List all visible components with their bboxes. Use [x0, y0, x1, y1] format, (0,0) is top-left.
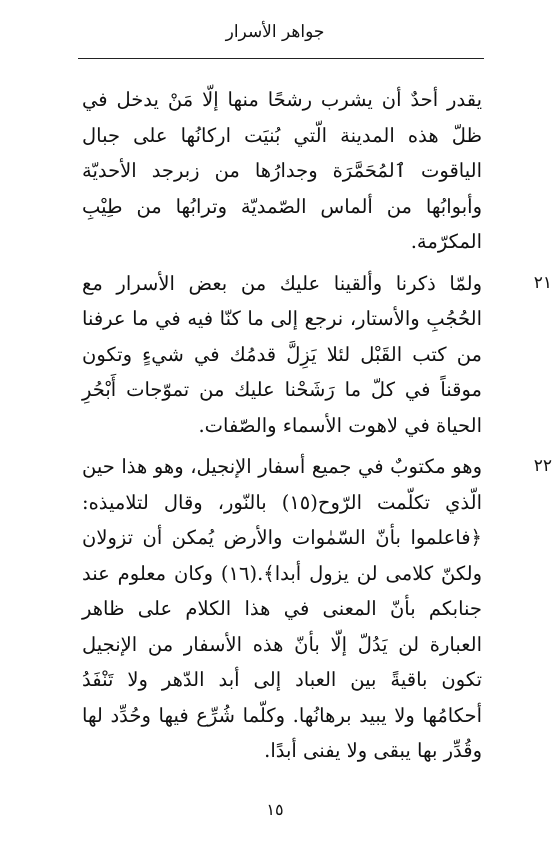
paragraph-number: ٢١ — [533, 272, 552, 293]
paragraph-21 — [82, 266, 552, 444]
running-header: جواهر الأسرار — [225, 22, 325, 42]
page-number: ١٥ — [266, 800, 284, 819]
paragraph-number: ٢٢ — [533, 456, 552, 476]
paragraph-text: ولمّا ذكرنا وألقينا عليك من بعض الأسرار مع الحُجُبِ والأستار، نرجع إلى ما كنّا فيه في ما عرفنا من كتب القَبْل لئلا يَزِلَّ قدمُك في شيءٍ وتكون موقناً في كلّ ما رَشَحْنا عليك من تموّجات أَبْحُرِ الحياة في لاهوت الأسماء والصّفات. — [82, 271, 482, 437]
paragraph-text: وهو مكتوبٌ في جميع أسفار الإنجيل، وهو هذا حين الّذي تكلّمت الرّوح(١٥) بالنّور، وقال لتلاميذه: ﴿فاعلموا بأنّ السّمٰوات والأرض يُمكن أن تزولان ولكنّ كلامى لن يزول أبدا﴾.(١٦) وكان معلوم عند جنابكم بأنّ المعنى في هذا الكلام على ظاهر العبارة لن يَدُلّ إلّا بأنّ هذه الأسفار من الإنجيل تكون باقيةً بين العباد إلى أبد الدّهر ولا تَنْفَدُ أحكامُها ولا يبيد برهانُها. وكلّما شُرِّع فيها وحُدِّد لها وقُدِّر بها يبقى ولا يفنى أبدًا. — [82, 455, 483, 762]
paragraph-continued — [82, 82, 482, 260]
header-divider — [78, 58, 484, 59]
paragraph-22 — [82, 449, 552, 769]
paragraph-text: يقدر أحدٌ أن يشرب رشحًا منها إلّا مَنْ يدخل في ظلّ هذه المدينة الّتي بُنيَت اركانُها على جبال الياقوت ٱلمُحَمَّرَة وجدارُها من زبرجد الأحديّة وأبوابُها من ألماس الصّمديّة وترابُها من طِيْبِ المكرّمة. — [82, 88, 482, 253]
main-text — [82, 82, 552, 775]
